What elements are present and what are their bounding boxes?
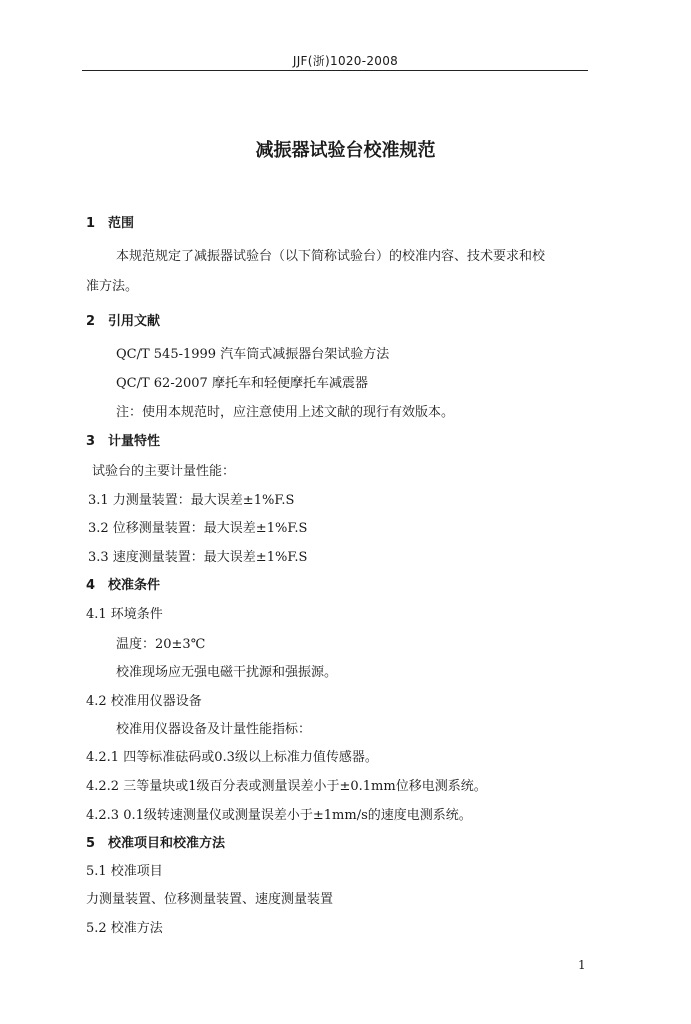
section-3-item-2: 3.2 位移测量装置：最大误差±1%F.S [88, 521, 308, 536]
section-4-2-heading: 4.2 校准用仪器设备 [86, 694, 202, 709]
reference-1: QC/T 545-1999 汽车筒式减振器台架试验方法 [116, 347, 390, 362]
page-number: 1 [578, 958, 586, 972]
document-title: 减振器试验台校准规范 [255, 140, 436, 161]
header-rule [82, 70, 588, 71]
equipment-item-3: 4.2.3 0.1级转速测量仪或测量误差小于±1mm/s的速度电测系统。 [86, 808, 472, 823]
section-3-item-3: 3.3 速度测量装置：最大误差±1%F.S [88, 550, 308, 565]
equipment-item-2: 4.2.2 三等量块或1级百分表或测量误差小于±0.1mm位移电测系统。 [86, 779, 487, 794]
reference-note: 注：使用本规范时，应注意使用上述文献的现行有效版本。 [116, 405, 455, 420]
section-1-text-line-1: 本规范规定了减振器试验台（以下简称试验台）的校准内容、技术要求和校 [116, 249, 546, 264]
section-3-item-1: 3.1 力测量装置：最大误差±1%F.S [88, 493, 295, 508]
section-5-1-heading: 5.1 校准项目 [86, 864, 163, 879]
section-2-heading: 2 引用文献 [86, 314, 161, 329]
calibration-items: 力测量装置、位移测量装置、速度测量装置 [86, 892, 334, 907]
equipment-intro: 校准用仪器设备及计量性能指标： [116, 722, 312, 737]
section-4-1-heading: 4.1 环境条件 [86, 607, 163, 622]
section-5-heading: 5 校准项目和校准方法 [86, 836, 226, 851]
section-5-2-heading: 5.2 校准方法 [86, 921, 163, 936]
section-4-heading: 4 校准条件 [86, 578, 161, 593]
temperature-condition: 温度：20±3℃ [116, 637, 206, 652]
equipment-item-1: 4.2.1 四等标准砝码或0.3级以上标准力值传感器。 [86, 750, 378, 765]
section-1-text-line-2: 准方法。 [86, 279, 139, 294]
environment-condition: 校准现场应无强电磁干扰源和强振源。 [116, 665, 338, 680]
section-3-intro: 试验台的主要计量性能： [92, 464, 236, 479]
section-3-heading: 3 计量特性 [86, 434, 161, 449]
section-1-heading: 1 范围 [86, 216, 135, 231]
document-code: JJF(浙)1020-2008 [292, 54, 399, 68]
reference-2: QC/T 62-2007 摩托车和轻便摩托车减震器 [116, 376, 368, 391]
